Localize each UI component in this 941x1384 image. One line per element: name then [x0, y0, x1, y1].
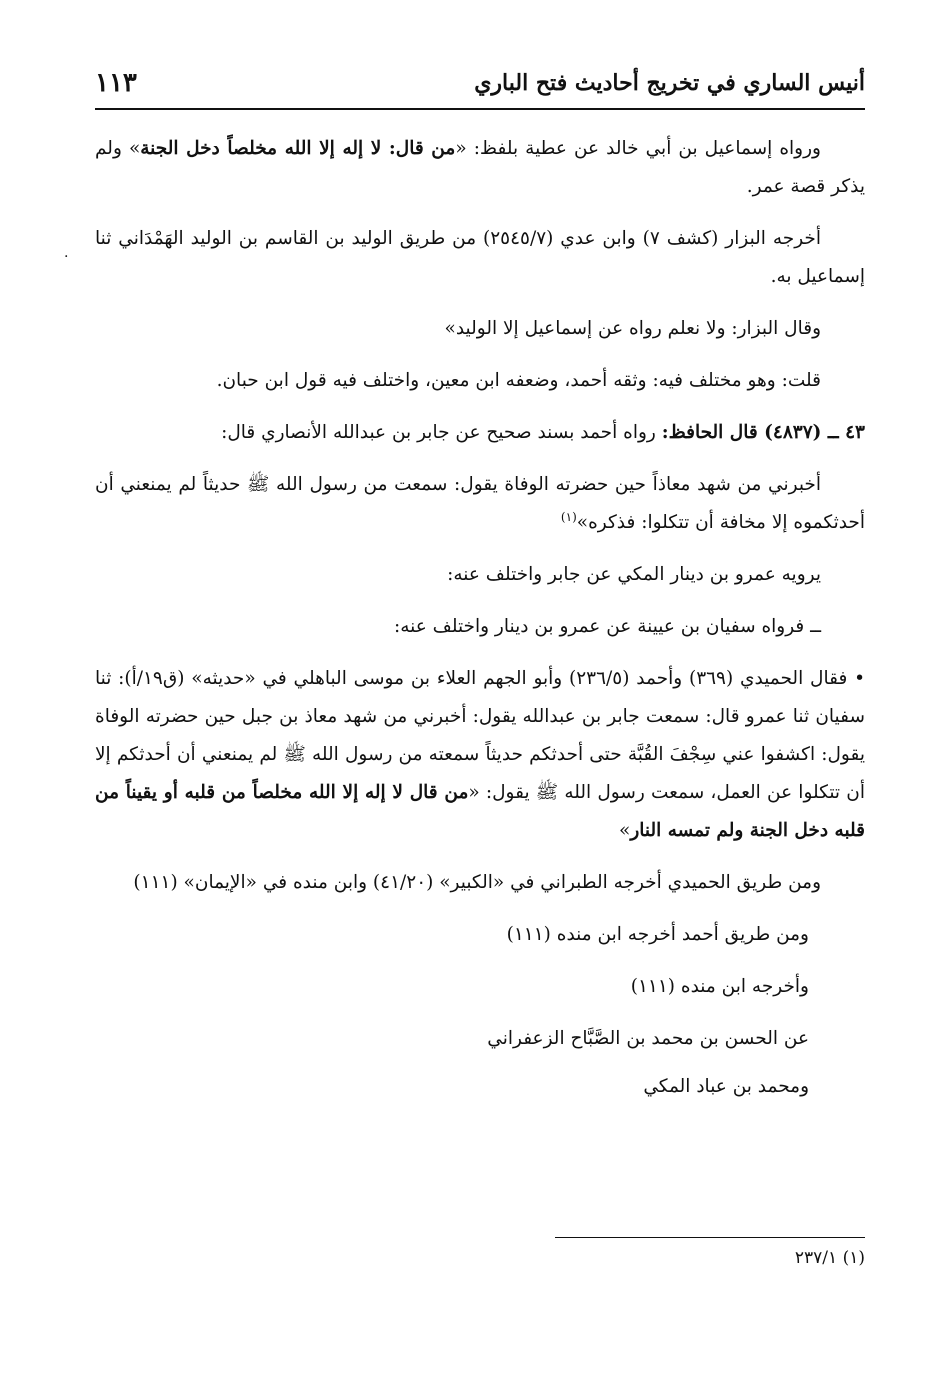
hadith-text: أخبرني من شهد معاذاً حين حضرته الوفاة يقول: سمعت من رسول الله ﷺ حديثاً لم يمنعني أن أحدثكموه إلا مخافة أن تتكلوا: فذكره»$^{(١)}$: [95, 474, 865, 533]
main-text: [95, 130, 865, 1116]
paragraph-bazzar-quote: وقال البزار: ولا نعلم رواه عن إسماعيل إلا الوليد»: [444, 318, 821, 339]
paragraph-author-comment: قلت: وهو مختلف فيه: وثقه أحمد، وضعفه ابن معين، واختلف فيه قول ابن حبان.: [216, 370, 821, 391]
line-ibn-mandah-1: ومن طريق أحمد أخرجه ابن منده (١١١): [506, 924, 809, 945]
book-title: أنيس الساري في تخريج أحاديث فتح الباري: [474, 70, 865, 96]
paragraph-bazzar-takhrij: أخرجه البزار (كشف ٧) وابن عدي (٢٥٤٥/٧) من طريق الوليد بن القاسم بن الوليد الهَمْدَاني ثنا إسماعيل به.: [95, 228, 865, 287]
footnote-ref: (١): [560, 509, 577, 524]
paragraph-sufyan-narration: ــ فرواه سفيان بن عيينة عن عمرو بن دينار واختلف عنه:: [394, 616, 821, 637]
paragraph-humaydi-ahmad: • فقال الحميدي (٣٦٩) وأحمد (٢٣٦/٥) وأبو الجهم العلاء بن موسى الباهلي في «حديثه» (ق١٩/أ): ثنا سفيان ثنا عمرو قال: سمعت جابر بن عبدالله يقول: أخبرني من شهد معاذ بن جبل حين حضرته الوفاة يقول: اكشفوا عني سِجْفَ القُبَّة حتى أحدثكم حديثاً سمعته من رسول الله ﷺ لم يمنعني أن أحدثكم إلا أن تتكلوا عن العمل، سمعت رسول الله ﷺ يقول: «من قال لا إله إلا الله مخلصاً من قلبه أو يقيناً من قلبه دخل الجنة ولم تمسه النار»: [95, 668, 865, 841]
entry-label: ٤٣ ــ (٤٨٣٧) قال الحافظ:: [661, 422, 865, 443]
hadith-quote: من قال لا إله إلا الله مخلصاً من قلبه أو يقيناً من قلبه دخل الجنة ولم تمسه النار: [95, 782, 865, 841]
running-header: [95, 68, 865, 110]
line-ibn-mandah-2: وأخرجه ابن منده (١١١): [630, 976, 809, 997]
footnote-divider: [555, 1237, 865, 1238]
paragraph-amr-narration: يرويه عمرو بن دينار المكي عن جابر واختلف عنه:: [447, 564, 821, 585]
footnote-1: (١) ٢٣٧/١: [794, 1248, 865, 1268]
margin-mark: .: [64, 245, 69, 261]
hadith-entry-heading: ٤٣ ــ (٤٨٣٧) قال الحافظ: رواه أحمد بسند صحيح عن جابر بن عبدالله الأنصاري قال:: [221, 422, 865, 443]
paragraph-tabarani: ومن طريق الحميدي أخرجه الطبراني في «الكبير» (٤١/٢٠) وابن منده في «الإيمان» (١١١): [133, 872, 821, 893]
line-muhammad-abbad: ومحمد بن عباد المكي: [643, 1076, 809, 1097]
hadith-quote: من قال: لا إله إلا الله مخلصاً دخل الجنة: [140, 138, 456, 159]
page-number: ١١٣: [95, 68, 137, 98]
line-hasan-zafarani: عن الحسن بن محمد بن الصَّبَّاح الزعفراني: [487, 1028, 809, 1049]
paragraph-ismail-narration: ورواه إسماعيل بن أبي خالد عن عطية بلفظ: «من قال: لا إله إلا الله مخلصاً دخل الجنة» ولم يذكر قصة عمر.: [95, 138, 865, 197]
